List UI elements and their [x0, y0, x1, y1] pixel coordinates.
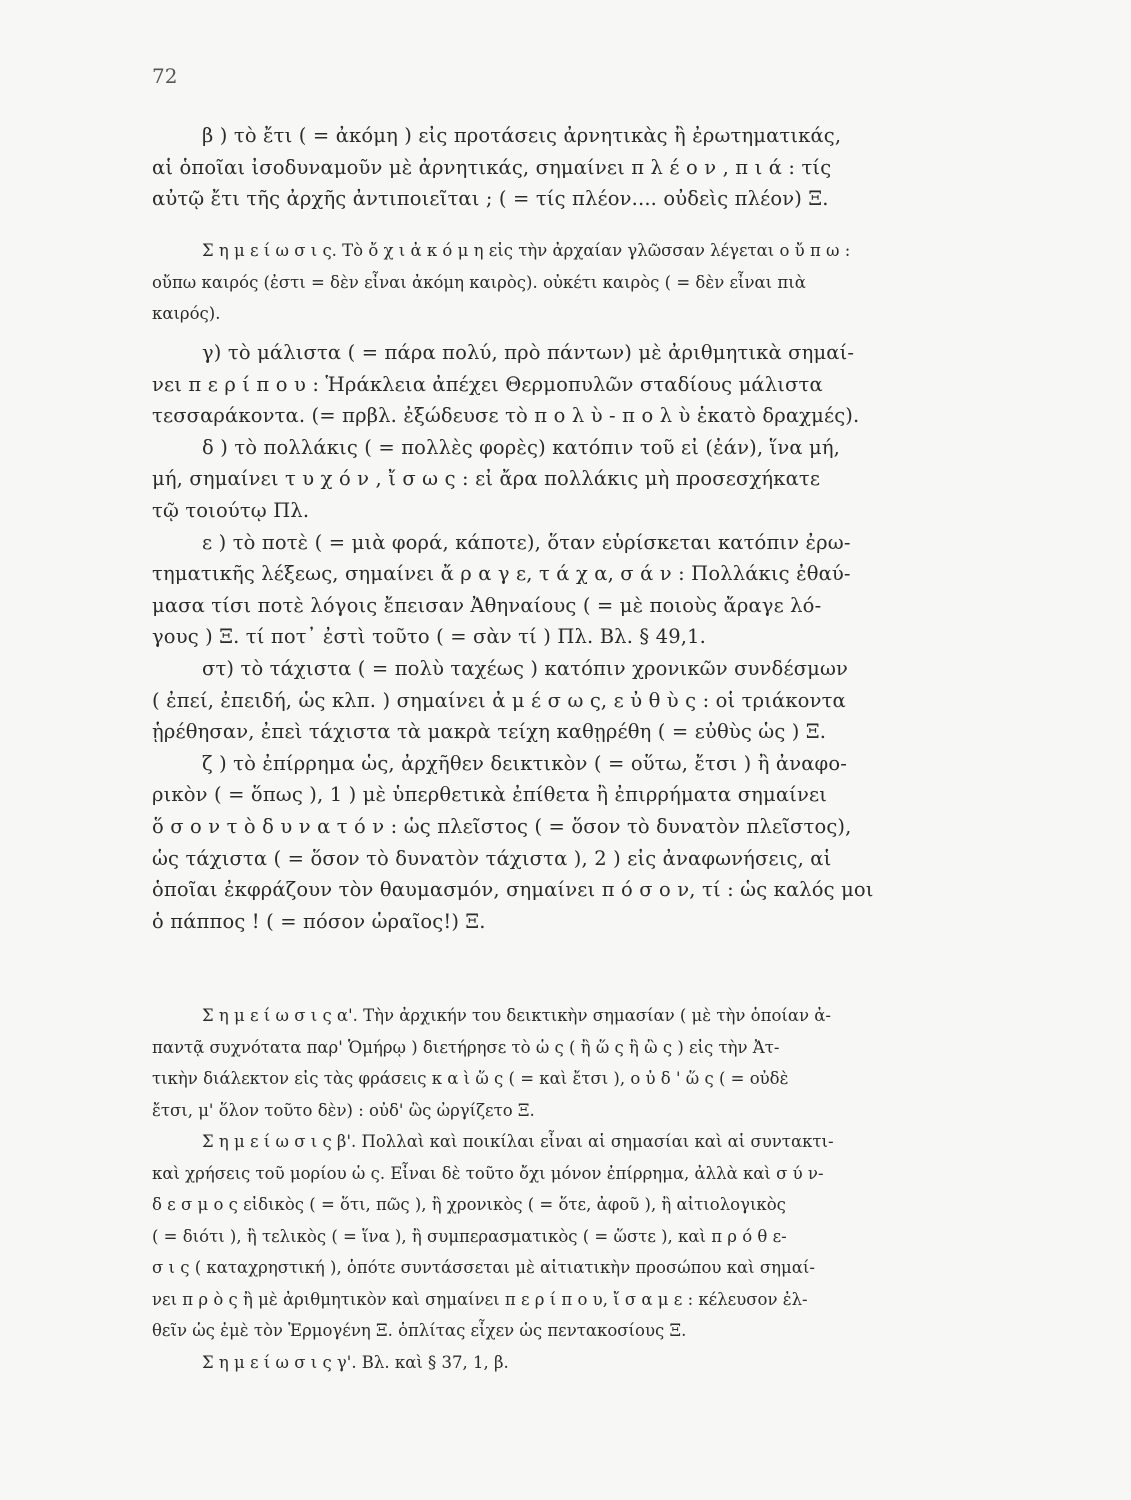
text-line: δ ) τὸ πολλάκις ( = πολλὲς φορὲς) κατόπιν τοῦ εἰ (ἐάν), ἵνα μή,	[202, 435, 841, 459]
text-line: θεῖν ὡς ἐμὲ τὸν Ἑρμογένη Ξ. ὁπλίτας εἶχεν ὡς πεντακοσίους Ξ.	[152, 1321, 687, 1340]
text-line: στ) τὸ τάχιστα ( = πολὺ ταχέως ) κατόπιν χρονικῶν συνδέσμων	[202, 656, 849, 680]
text-line: καὶ χρήσεις τοῦ μορίου ὡ ς. Εἶναι δὲ τοῦτο ὄχι μόνον ἐπίρρημα, ἀλλὰ καὶ σ ύ ν-	[152, 1163, 824, 1183]
text-line: ὁποῖαι ἐκφράζουν τὸν θαυμασμόν, σημαίνει π ό σ ο ν, τί : ὡς καλός μοι	[152, 878, 874, 902]
text-line: ᾑρέθησαν, ἐπεὶ τάχιστα τὰ μακρὰ τείχη καθῃρέθη ( = εὐθὺς ὡς ) Ξ.	[152, 720, 827, 744]
text-line: μή, σημαίνει τ υ χ ό ν , ἴ σ ω ς : εἰ ἄρα πολλάκις μὴ προσεσχήκατε	[152, 467, 821, 491]
text-line: μασα τίσι ποτὲ λόγοις ἔπεισαν Ἀθηναίους ( = μὲ ποιοὺς ἄραγε λό-	[152, 593, 822, 617]
text-line: Σ η μ ε ί ω σ ι ς α'. Τὴν ἀρχικήν του δεικτικὴν σημασίαν ( μὲ τὴν ὁποίαν ἀ-	[202, 1006, 831, 1025]
text-line: νει π ε ρ ί π ο υ : Ἡράκλεια ἀπέχει Θερμοπυλῶν σταδίους μάλιστα	[152, 372, 823, 396]
text-line: γ) τὸ μάλιστα ( = πάρα πολύ, πρὸ πάντων) μὲ ἀριθμητικὰ σημαί-	[202, 341, 855, 364]
text-line: τηματικῆς λέξεως, σημαίνει ἄ ρ α γ ε, τ ά χ α, σ ά ν : Πολλάκις ἐθαύ-	[152, 562, 851, 586]
text-block-2	[152, 235, 990, 330]
text-line: ἔτσι, μ' ὅλον τοῦτο δὲν) : οὐδ' ὣς ὠργίζετο Ξ.	[152, 1100, 535, 1120]
text-line: ( ἐπεί, ἐπειδή, ὡς κλπ. ) σημαίνει ἀ μ έ σ ω ς, ε ὐ θ ὺ ς : οἱ τριάκοντα	[152, 688, 846, 712]
text-line: παντᾷ συχνότατα παρ' Ὁμήρῳ ) διετήρησε τὸ ὡ ς ( ἢ ὥ ς ἢ ὣ ς ) εἰς τὴν Ἀτ-	[152, 1037, 780, 1057]
text-line: τῷ τοιούτῳ Πλ.	[152, 498, 310, 522]
text-line: ὁ πάππος ! ( = πόσον ὡραῖος!) Ξ.	[152, 909, 486, 933]
text-line: ε ) τὸ ποτὲ ( = μιὰ φορά, κάποτε), ὅταν εὑρίσκεται κατόπιν ἐρω-	[202, 530, 851, 554]
text-line: αἱ ὁποῖαι ἰσοδυναμοῦν μὲ ἀρνητικάς, σημαίνει π λ έ ο ν , π ι ά : τίς	[152, 155, 832, 179]
text-line: ζ ) τὸ ἐπίρρημα ὡς, ἀρχῆθεν δεικτικὸν ( = οὕτω, ἔτσι ) ἢ ἀναφο-	[202, 751, 847, 775]
text-line: ὡς τάχιστα ( = ὅσον τὸ δυνατὸν τάχιστα ), 2 ) εἰς ἀναφωνήσεις, αἱ	[152, 846, 832, 870]
text-line: νει π ρ ὸ ς ἢ μὲ ἀριθμητικὸν καὶ σημαίνει π ε ρ ί π ο υ, ἴ σ α μ ε : κέλευσον ἐλ-	[152, 1289, 808, 1309]
text-block-1	[152, 120, 990, 215]
text-block-4	[152, 1000, 990, 1378]
text-block-3	[152, 337, 990, 937]
text-line: οὔπω καιρός (ἐστι = δὲν εἶναι ἀκόμη καιρὸς). οὐκέτι καιρὸς ( = δὲν εἶναι πιὰ	[152, 272, 806, 292]
text-line: Σ η μ ε ί ω σ ι ς. Τὸ ὄ χ ι ἀ κ ό μ η εἰς τὴν ἀρχαίαν γλῶσσαν λέγεται ο ὔ π ω :	[202, 241, 851, 260]
text-line: Σ η μ ε ί ω σ ι ς β'. Πολλαὶ καὶ ποικίλαι εἶναι αἱ σημασίαι καὶ αἱ συντακτι-	[202, 1132, 834, 1151]
text-line: β ) τὸ ἔτι ( = ἀκόμη ) εἰς προτάσεις ἀρνητικὰς ἢ ἐρωτηματικάς,	[202, 124, 842, 147]
text-line: ( = διότι ), ἢ τελικὸς ( = ἵνα ), ἢ συμπερασματικὸς ( = ὥστε ), καὶ π ρ ό θ ε-	[152, 1226, 787, 1246]
text-line: τικὴν διάλεκτον εἰς τὰς φράσεις κ α ὶ ὥ ς ( = καὶ ἔτσι ), ο ὐ δ ' ὥ ς ( = οὐδὲ	[152, 1069, 789, 1088]
text-line: Σ η μ ε ί ω σ ι ς γ'. Βλ. καὶ § 37, 1, β.	[202, 1352, 509, 1372]
text-line: γους ) Ξ. τί ποτ᾽ ἐστὶ τοῦτο ( = σὰν τί ) Πλ. Βλ. § 49,1.	[152, 625, 707, 649]
text-line: σ ι ς ( καταχρηστική ), ὁπότε συντάσσεται μὲ αἰτιατικὴν προσώπου καὶ σημαί-	[152, 1258, 815, 1277]
text-line: ρικὸν ( = ὅπως ), 1 ) μὲ ὑπερθετικὰ ἐπίθετα ἢ ἐπιρρήματα σημαίνει	[152, 783, 827, 807]
text-line: καιρός).	[152, 304, 221, 323]
text-line: αὐτῷ ἔτι τῆς ἀρχῆς ἀντιποιεῖται ; ( = τίς πλέον.... οὐδεὶς πλέον) Ξ.	[152, 187, 829, 211]
text-line: τεσσαράκοντα. (= πρβλ. ἐξώδευσε τὸ π ο λ ὺ - π ο λ ὺ ἑκατὸ δραχμές).	[152, 404, 860, 428]
page-number: 72	[152, 64, 178, 88]
text-line: ὅ σ ο ν τ ὸ δ υ ν α τ ό ν : ὡς πλεῖστος ( = ὅσον τὸ δυνατὸν πλεῖστος),	[152, 814, 852, 838]
text-line: δ ε σ μ ο ς εἰδικὸς ( = ὅτι, πῶς ), ἢ χρονικὸς ( = ὅτε, ἀφοῦ ), ἢ αἰτιολογικὸς	[152, 1195, 786, 1214]
